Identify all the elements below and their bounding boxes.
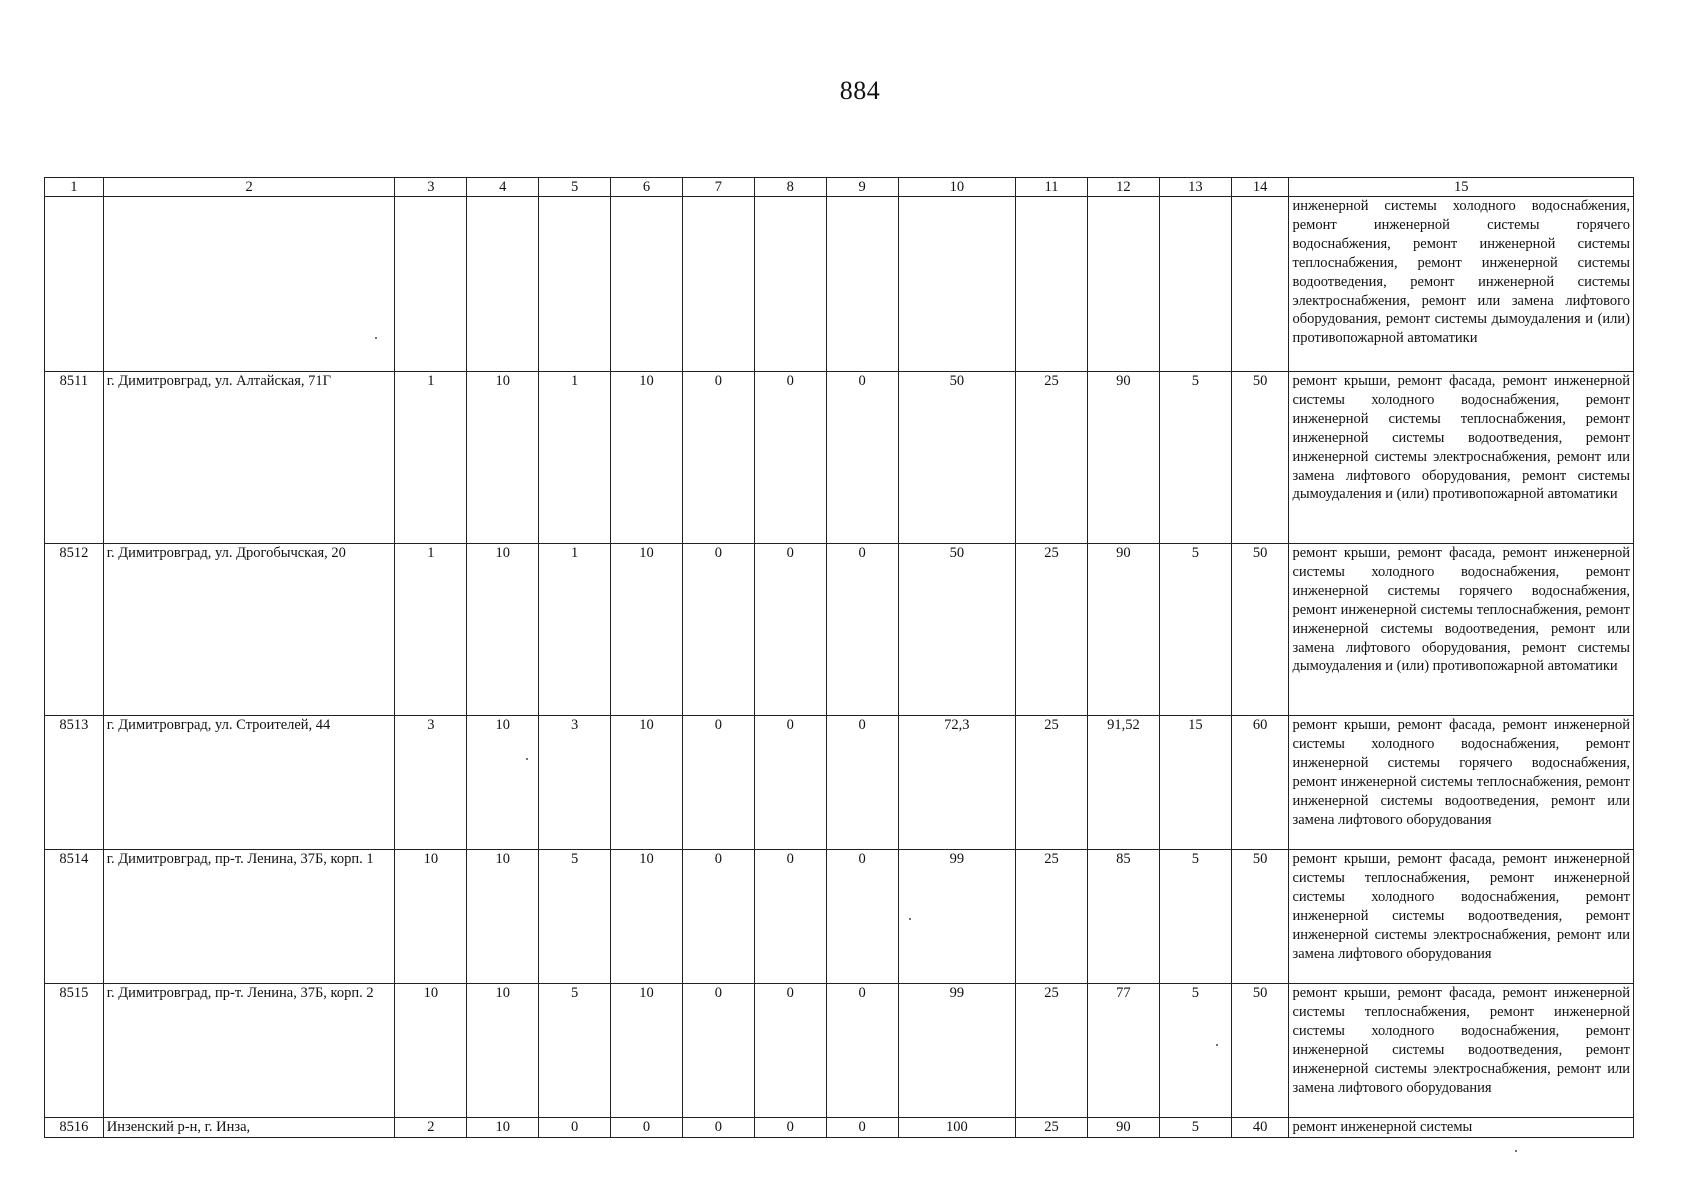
value-cell: 10 [611,850,683,984]
value-cell: 60 [1231,716,1289,850]
value-cell: 0 [611,1118,683,1138]
value-cell: 25 [1016,1118,1088,1138]
column-header: 15 [1289,178,1634,197]
value-cell: 90 [1087,372,1159,544]
address-cell: г. Димитровград, ул. Строителей, 44 [103,716,395,850]
works-description: ремонт инженерной системы [1289,1118,1634,1138]
column-header: 1 [45,178,104,197]
value-cell: 3 [539,716,611,850]
value-cell: 10 [395,850,467,984]
value-cell: 5 [1159,372,1231,544]
value-cell: 0 [826,984,898,1118]
column-header: 4 [467,178,539,197]
value-cell: 5 [1159,850,1231,984]
value-cell: 72,3 [898,716,1015,850]
column-header: 9 [826,178,898,197]
value-cell: 50 [898,544,1015,716]
column-header: 8 [754,178,826,197]
value-cell: 0 [754,372,826,544]
table-row [45,984,1634,1118]
value-cell [1159,197,1231,372]
works-description: ремонт крыши, ремонт фасада, ремонт инженерной системы холодного водоснабжения, ремонт инженерной системы теплоснабжения, ремонт инженерной системы водоотведения, ремонт инженерной системы электроснабжения, ремонт или замена лифтового оборудования, ремонт системы дымоудаления и (или) противопожарной автоматики [1289,372,1634,544]
value-cell [682,197,754,372]
value-cell: 50 [898,372,1015,544]
value-cell [898,197,1015,372]
value-cell: 90 [1087,544,1159,716]
value-cell: 25 [1016,984,1088,1118]
value-cell [611,197,683,372]
value-cell: 50 [1231,544,1289,716]
value-cell: 50 [1231,372,1289,544]
scan-speck [909,918,911,920]
value-cell: 10 [395,984,467,1118]
column-header: 6 [611,178,683,197]
address-cell: г. Димитровград, ул. Алтайская, 71Г [103,372,395,544]
value-cell: 0 [754,1118,826,1138]
value-cell [539,197,611,372]
row-number: 8514 [45,850,104,984]
value-cell: 0 [754,984,826,1118]
value-cell: 10 [467,984,539,1118]
value-cell: 1 [539,372,611,544]
address-cell: г. Димитровград, пр-т. Ленина, 37Б, корп. 1 [103,850,395,984]
value-cell: 99 [898,850,1015,984]
value-cell: 25 [1016,372,1088,544]
scan-speck [526,758,528,760]
address-cell: г. Димитровград, ул. Дрогобычская, 20 [103,544,395,716]
column-header: 13 [1159,178,1231,197]
value-cell: 85 [1087,850,1159,984]
value-cell [1016,197,1088,372]
value-cell: 0 [539,1118,611,1138]
value-cell: 0 [682,716,754,850]
works-table [44,177,1634,1138]
row-number: 8515 [45,984,104,1118]
address-cell: г. Димитровград, пр-т. Ленина, 37Б, корп. 2 [103,984,395,1118]
table-row [45,372,1634,544]
value-cell: 0 [682,984,754,1118]
column-header: 10 [898,178,1015,197]
value-cell: 0 [682,544,754,716]
value-cell: 10 [611,544,683,716]
value-cell: 0 [754,544,826,716]
value-cell: 0 [754,716,826,850]
row-number [45,197,104,372]
value-cell: 0 [754,850,826,984]
value-cell: 5 [539,850,611,984]
value-cell: 90 [1087,1118,1159,1138]
table-row [45,1118,1634,1138]
value-cell: 25 [1016,850,1088,984]
address-cell [103,197,395,372]
value-cell [754,197,826,372]
value-cell: 3 [395,716,467,850]
value-cell: 5 [1159,1118,1231,1138]
value-cell [826,197,898,372]
value-cell: 0 [682,372,754,544]
value-cell [1231,197,1289,372]
table-row [45,197,1634,372]
value-cell: 2 [395,1118,467,1138]
value-cell [467,197,539,372]
value-cell: 77 [1087,984,1159,1118]
table-row [45,850,1634,984]
scan-speck [1515,1150,1517,1152]
row-number: 8516 [45,1118,104,1138]
works-description: ремонт крыши, ремонт фасада, ремонт инженерной системы теплоснабжения, ремонт инженерной системы холодного водоснабжения, ремонт инженерной системы водоотведения, ремонт инженерной системы электроснабжения, ремонт или замена лифтового оборудования [1289,850,1634,984]
scan-speck [1216,1044,1218,1046]
value-cell: 50 [1231,850,1289,984]
address-cell: Инзенский р-н, г. Инза, [103,1118,395,1138]
column-header: 5 [539,178,611,197]
row-number: 8511 [45,372,104,544]
value-cell: 10 [467,1118,539,1138]
column-header: 7 [682,178,754,197]
works-description: инженерной системы холодного водоснабжения, ремонт инженерной системы горячего водоснабжения, ремонт инженерной системы теплоснабжения, ремонт инженерной системы водоотведения, ремонт инженерной системы электроснабжения, ремонт или замена лифтового оборудования, ремонт системы дымоудаления и (или) противопожарной автоматики [1289,197,1634,372]
scan-speck [375,337,377,339]
value-cell: 10 [467,544,539,716]
page-number: 884 [839,76,881,105]
works-description: ремонт крыши, ремонт фасада, ремонт инженерной системы холодного водоснабжения, ремонт инженерной системы горячего водоснабжения, ремонт инженерной системы теплоснабжения, ремонт инженерной системы водоотведения, ремонт или замена лифтового оборудования [1289,716,1634,850]
value-cell: 10 [611,716,683,850]
value-cell: 0 [826,372,898,544]
column-header: 12 [1087,178,1159,197]
column-header: 2 [103,178,395,197]
value-cell: 5 [539,984,611,1118]
table-row [45,716,1634,850]
value-cell [395,197,467,372]
value-cell: 0 [682,850,754,984]
value-cell: 5 [1159,544,1231,716]
value-cell: 91,52 [1087,716,1159,850]
value-cell: 0 [826,544,898,716]
column-number-row [45,178,1634,197]
value-cell: 5 [1159,984,1231,1118]
column-header: 3 [395,178,467,197]
value-cell: 100 [898,1118,1015,1138]
value-cell: 10 [467,372,539,544]
column-header: 14 [1231,178,1289,197]
works-description: ремонт крыши, ремонт фасада, ремонт инженерной системы холодного водоснабжения, ремонт инженерной системы горячего водоснабжения, ремонт инженерной системы теплоснабжения, ремонт инженерной системы водоотведения, ремонт или замена лифтового оборудования, ремонт системы дымоудаления и (или) противопожарной автоматики [1289,544,1634,716]
value-cell: 50 [1231,984,1289,1118]
value-cell: 0 [826,716,898,850]
table-row [45,544,1634,716]
value-cell: 10 [467,716,539,850]
value-cell: 25 [1016,716,1088,850]
value-cell [1087,197,1159,372]
value-cell: 10 [611,984,683,1118]
value-cell: 40 [1231,1118,1289,1138]
value-cell: 25 [1016,544,1088,716]
works-description: ремонт крыши, ремонт фасада, ремонт инженерной системы теплоснабжения, ремонт инженерной системы холодного водоснабжения, ремонт инженерной системы водоотведения, ремонт инженерной системы электроснабжения, ремонт или замена лифтового оборудования [1289,984,1634,1118]
value-cell: 15 [1159,716,1231,850]
row-number: 8512 [45,544,104,716]
value-cell: 10 [467,850,539,984]
column-header: 11 [1016,178,1088,197]
value-cell: 0 [826,1118,898,1138]
value-cell: 1 [395,372,467,544]
value-cell: 0 [682,1118,754,1138]
value-cell: 99 [898,984,1015,1118]
value-cell: 0 [826,850,898,984]
row-number: 8513 [45,716,104,850]
value-cell: 1 [539,544,611,716]
value-cell: 10 [611,372,683,544]
value-cell: 1 [395,544,467,716]
